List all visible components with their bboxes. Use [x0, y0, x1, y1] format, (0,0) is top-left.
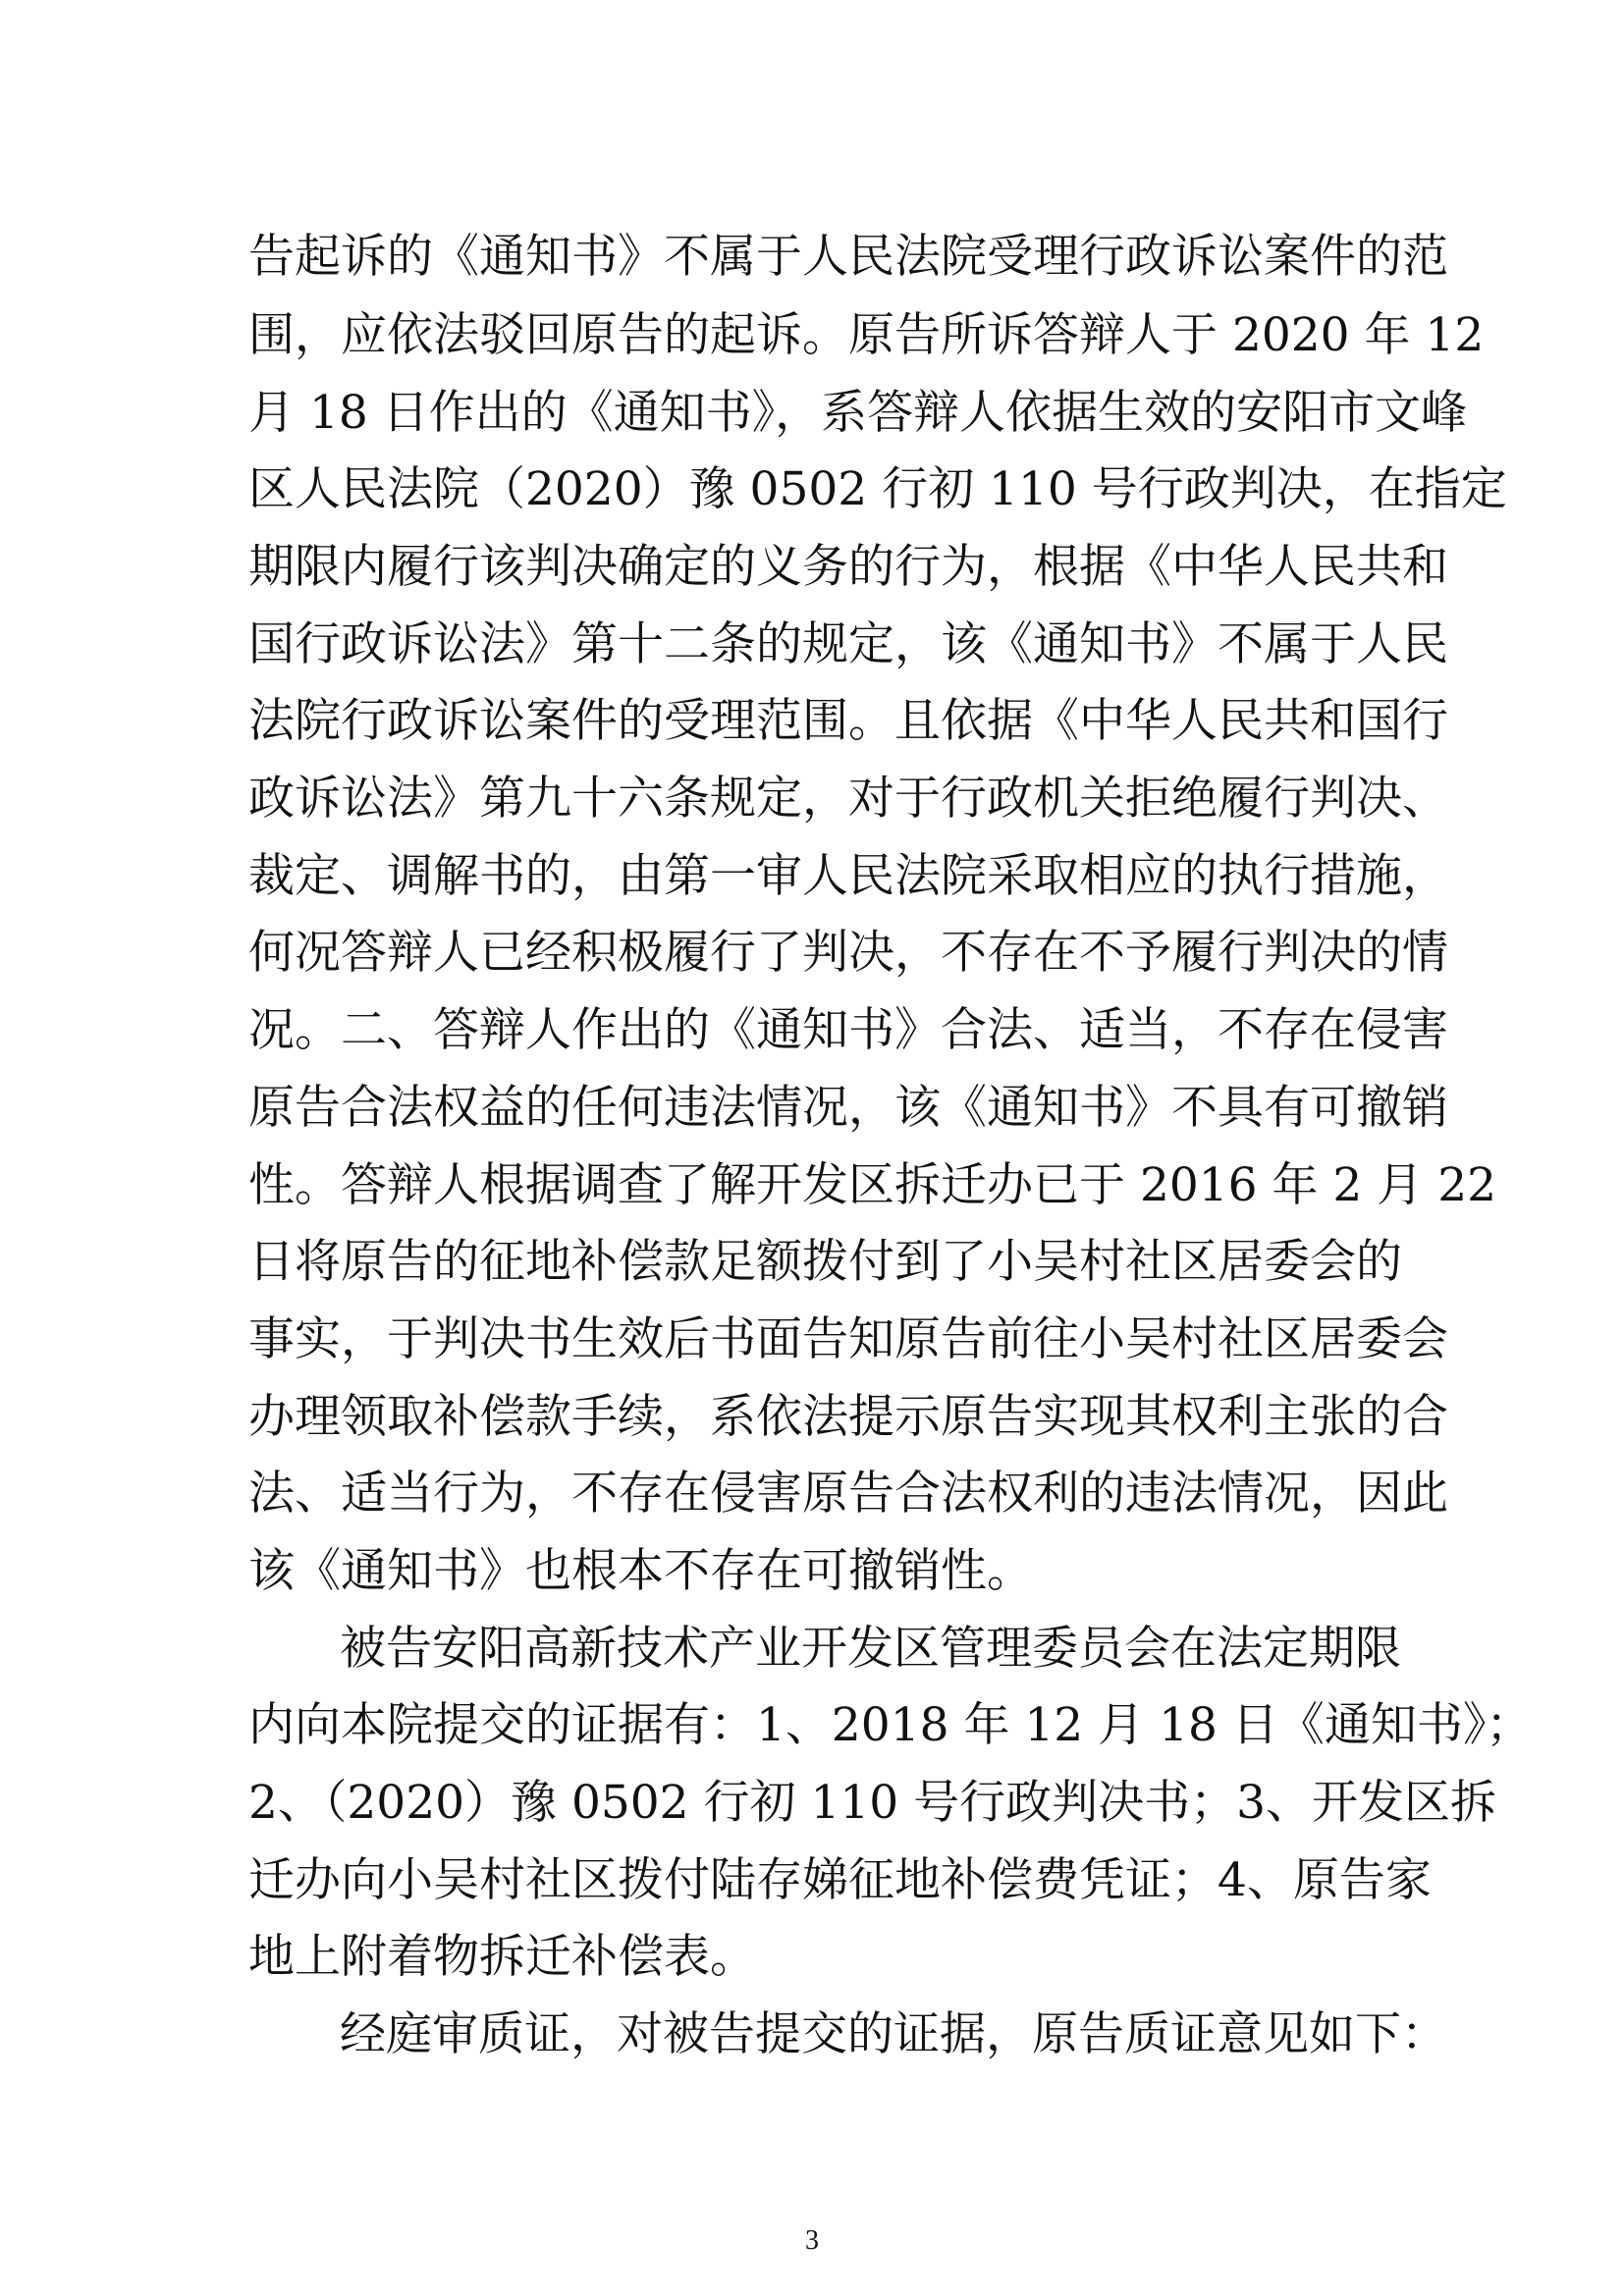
text-line: 围，应依法驳回原告的起诉。原告所诉答辩人于 2020 年 12 — [248, 308, 1485, 362]
text-line: 裁定、调解书的，由第一审人民法院采取相应的执行措施， — [248, 849, 1448, 903]
text-line: 原告合法权益的任何违法情况，该《通知书》不具有可撤销 — [248, 1081, 1448, 1135]
paragraph-start-line: 被告安阳高新技术产业开发区管理委员会在法定期限 — [340, 1622, 1401, 1676]
text-line: 该《通知书》也根本不存在可撤销性。 — [248, 1544, 1033, 1598]
text-line: 事实，于判决书生效后书面告知原告前往小吴村社区居委会 — [248, 1312, 1448, 1366]
text-line: 地上附着物拆迁补偿表。 — [248, 1930, 756, 1984]
text-line: 迁办向小吴村社区拨付陆存娣征地补偿费凭证；4、原告家 — [248, 1853, 1432, 1907]
text-line: 办理领取补偿款手续，系依法提示原告实现其权利主张的合 — [248, 1390, 1448, 1444]
text-line: 内向本院提交的证据有：1、2018 年 12 月 18 日《通知书》； — [248, 1698, 1533, 1752]
text-line: 政诉讼法》第九十六条规定，对于行政机关拒绝履行判决、 — [248, 772, 1448, 826]
text-line: 区人民法院（2020）豫 0502 行初 110 号行政判决，在指定 — [248, 462, 1507, 516]
text-line: 何况答辩人已经积极履行了判决，不存在不予履行判决的情 — [248, 926, 1448, 980]
paragraph-start-line: 经庭审质证，对被告提交的证据，原告质证意见如下： — [340, 2007, 1447, 2061]
text-line: 性。答辩人根据调查了解开发区拆迁办已于 2016 年 2 月 22 — [248, 1158, 1497, 1212]
text-line: 况。二、答辩人作出的《通知书》合法、适当，不存在侵害 — [248, 1003, 1448, 1057]
text-line: 国行政诉讼法》第十二条的规定，该《通知书》不属于人民 — [248, 617, 1448, 671]
text-line: 2、（2020）豫 0502 行初 110 号行政判决书；3、开发区拆 — [248, 1776, 1496, 1830]
text-line: 法院行政诉讼案件的受理范围。且依据《中华人民共和国行 — [248, 694, 1448, 748]
text-line: 日将原告的征地补偿款足额拨付到了小吴村社区居委会的 — [248, 1235, 1402, 1289]
page-number: 3 — [805, 2225, 819, 2256]
text-line: 告起诉的《通知书》不属于人民法院受理行政诉讼案件的范 — [248, 230, 1448, 284]
text-line: 法、适当行为，不存在侵害原告合法权利的违法情况，因此 — [248, 1467, 1448, 1521]
text-line: 期限内履行该判决确定的义务的行为，根据《中华人民共和 — [248, 540, 1448, 594]
text-line: 月 18 日作出的《通知书》，系答辩人依据生效的安阳市文峰 — [248, 386, 1468, 440]
